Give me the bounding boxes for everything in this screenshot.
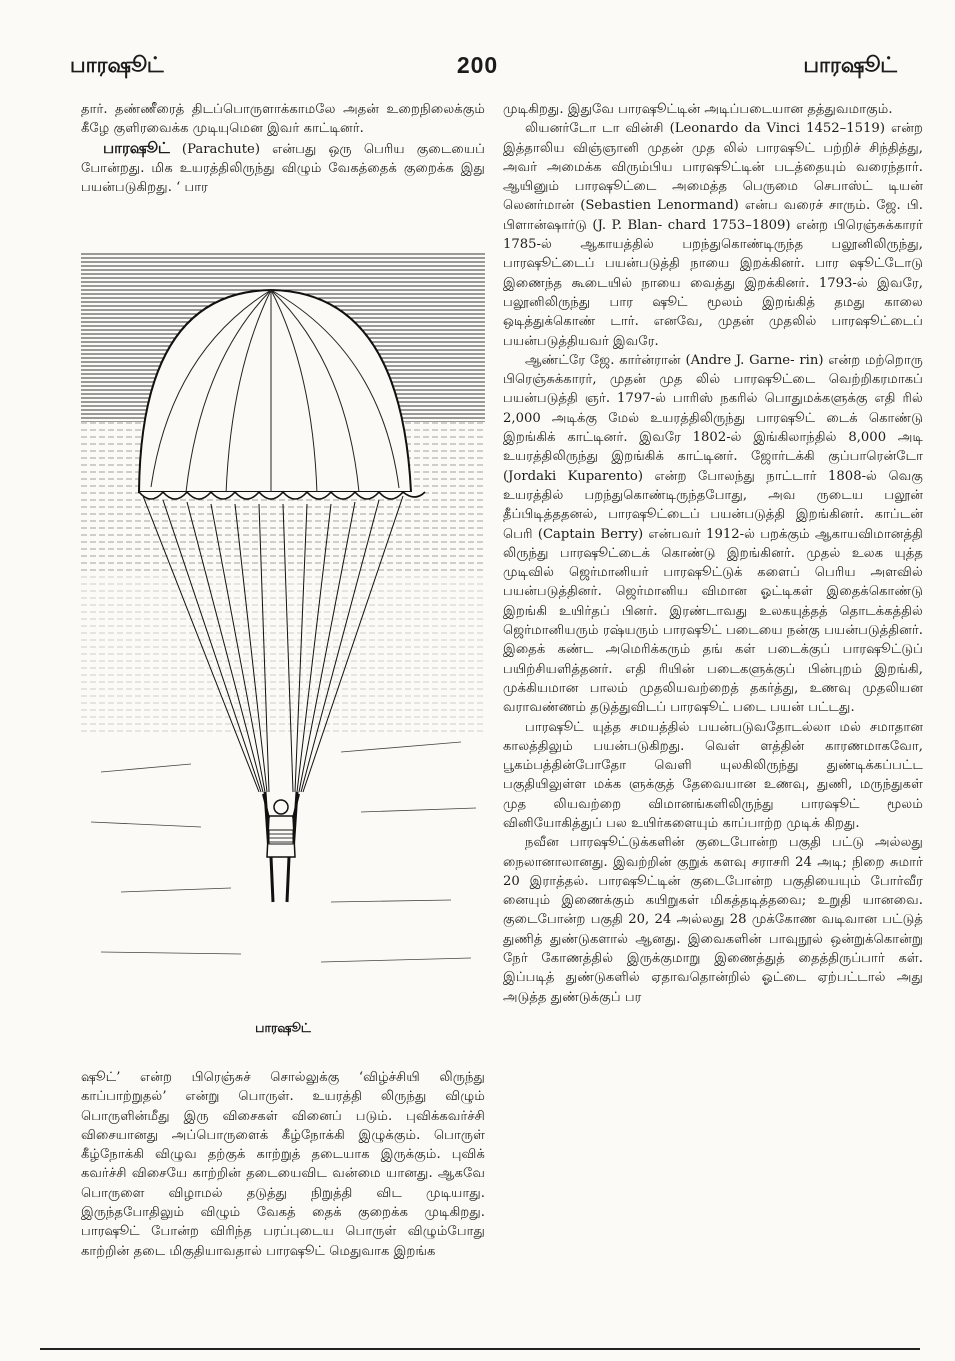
running-head-left: பாரஷூட் bbox=[70, 52, 164, 77]
left-column-top bbox=[81, 100, 485, 197]
running-head-right: பாரஷூட் bbox=[803, 52, 897, 77]
paragraph: ஆண்ட்ரே ஜே. கார்ன்ரான் (Andre J. Garne- rin) என்ற மற்றொரு பிரெஞ்சுக்காரர், முதன் முத லில் பாரஷூட்டை வெற்றிகரமாகப் பயன்படுத்தி ஞர். 1797-ல் பாரிஸ் நகரில் பொதுமக்களுக்கு எதி ரில் 2,000 அடிக்கு மேல் உயரத்திலிருந்து பாரஷூட் டைக் கொண்டு இறங்கிக் காட்டினர். இவரே 1802-ல் இங்கிலாந்தில் 8,000 அடி உயரத்திலிருந்து இறங்கிக் காட்டினர். ஜோர்டக்கி குப்பாரென்டோ (Jordaki Kuparento) என்ற போலந்து நாட்டார் 1808-ல் வெகு உயரத்தில் பறந்துகொண்டிருந்தபோது, அவ ருடைய பலூன் தீப்பிடித்ததனல், பாரஷூட்டைப் பயன்படுத்தி இறங்கினர். காப்டன் பெரி (Captain Berry) என்பவர் 1912-ல் பறக்கும் ஆகாயவிமானத்தி லிருந்து பாரஷூட்டைக் கொண்டு இறங்கினர். முதல் உலக யுத்த முடிவில் ஜெர்மானியர் பாரஷூட்டுக் களைப் பெரிய அளவில் பயன்படுத்தினர். ஜெர்மானிய விமான ஓட்டிகள் இதைக்கொண்டு இறங்கி உயிர்தப் பினர். இரண்டாவது உலகயுத்தத் தொடக்கத்தில் ஜெர்மானியரும் ரஷ்யரும் பாரஷூட் படையை நன்கு பயன்படுத்தினர். இதைக் கண்ட அமெரிக்கரும் தங் கள் படைக்குப் பாரஷூட்டுப் பயிற்சியளித்தனர். எதி ரியின் படைகளுக்குப் பின்புறம் இறங்கி, முக்கியமான பாலம் முதலியவற்றைத் தகர்த்து, உணவு முதலியன வராவண்ணம் தடுத்துவிடப் பாரஷூட் படை பயன் பட்டது. bbox=[503, 352, 923, 716]
entry-paragraph bbox=[81, 139, 485, 198]
page-number: 200 bbox=[456, 52, 499, 78]
parachutist bbox=[263, 794, 299, 902]
lower-sky-hatching bbox=[81, 572, 485, 732]
parachute-drawing bbox=[81, 252, 485, 1012]
paragraph: முடிகிறது. இதுவே பாரஷூட்டின் அடிப்படையான தத்துவமாகும். bbox=[503, 102, 893, 117]
bottom-rule bbox=[40, 1348, 920, 1350]
paragraph: நவீன பாரஷூட்டுக்களின் குடைபோன்ற பகுதி பட்டு அல்லது நைலானாலானது. இவற்றின் குறுக் களவு சராசரி 24 அடி; நிறை சுமார் 20 இராத்தல். பாரஷூட்டின் குடைபோன்ற பகுதியையும் போர்வீர னையும் இணைக்கும் கயிறுகள் மிகத்தடித்தவை; உறுதி யானவை. குடைபோன்ற பகுதி 20, 24 அல்லது 28 முக்கோண வடிவான பட்டுத் துணித் துண்டுகளால் ஆனது. இவைகளின் பாவுநூல் ஒன்றுக்கொன்று நேர் கோணத்தில் இருக்குமாறு இணைத்துத் தைத்திருப்பார் கள். இப்படித் துண்டுகளில் ஏதாவதொன்றில் ஓட்டை ஏற்பட்டால் அது அடுத்த துண்டுக்குப் பர bbox=[503, 835, 923, 1005]
paragraph: ஷூட்’ என்ற பிரெஞ்சுச் சொல்லுக்கு ‘விழ்ச்சியி லிருந்து காப்பாற்றுதல்’ என்று பொருள். உயரத்தி லிருந்து விழும் பொருளின்மீது இரு விசைகள் வினைப் படும். புவிக்கவர்ச்சி விசையானது அப்பொருளைக் கீழ்நோக்கி இழுக்கும். பொருள் கீழ்நோக்கி விழுவ தற்குக் காற்றுத் தடையாக இருக்கும். புவிக் கவர்ச்சி விசையே காற்றின் தடையைவிட வன்மை யானது. ஆகவே பொருளை விழாமல் தடுத்து நிறுத்தி விட முடியாது. இருந்தபோதிலும் விழும் வேகத் தைக் குறைக்க முடிகிறது. பாரஷூட் போன்ற விரிந்த பரப்புடைய பொருள் விழும்போது காற்றின் தடை மிகுதியாவதால் பாரஷூட் மெதுவாக இறங்க bbox=[81, 1070, 485, 1259]
entry-text: (Parachute) என்பது ஒரு பெரிய குடையைப் போன்றது. மிக உயரத்திலிருந்து விழும் வேகத்தைக் குறைக்க இது பயன்படுகிறது. ‘ பார bbox=[81, 141, 485, 196]
paragraph: பாரஷூட் யுத்த சமயத்தில் பயன்படுவதோடல்லா மல் சமாதான காலத்திலும் பயன்படுகிறது. வெள் ளத்தின் காரணமாகவோ, பூகம்பத்தின்போதோ வெளி யுலகிலிருந்து துண்டிக்கப்பட்ட பகுதியிலுள்ள மக்க ளுக்குத் தேவையான உணவு, துணி, மருந்துகள் முத லியவற்றை விமானங்களிலிருந்து பாரஷூட் மூலம் வினியோகித்துப் பல உயிர்களையும் காப்பாற்ற முடிக் கிறது. bbox=[503, 719, 923, 831]
figure-caption: பாரஷூட் bbox=[255, 1020, 311, 1035]
parachute-illustration bbox=[81, 252, 485, 1012]
right-column bbox=[503, 100, 923, 1007]
entry-title: பாரஷூட் bbox=[103, 138, 170, 157]
left-column-bottom bbox=[81, 1068, 485, 1261]
paragraph: லியனர்டோ டா வின்சி (Leonardo da Vinci 1452–1519) என்ற இத்தாலிய விஞ்ஞானி முதன் முத லில் பாரஷூட் பற்றிச் சிந்தித்து, அவர் அமைக்க விரும்பிய பாரஷூட்டின் படத்தையும் வரைந்தார். ஆயினும் பாரஷூட்டை அமைத்த பெருமை செபாஸ்ட் டியன் லெனர்மான் (Sebastien Lenormand) என்ப வரைச் சாரும். ஜே. பி. பிளான்ஷார்டு (J. P. Blan- chard 1753–1809) என்ற பிரெஞ்சுக்காரர் 1785-ல் ஆகாயத்தில் பறந்துகொண்டிருந்த பலூனிலிருந்து, பாரஷூட்டைப் பயன்படுத்தி நாயை இறக்கினர். பார ஷூட்டோடு இணைந்த கூடையில் நாயை வைத்து இறக்கினர். 1793-ல் இவரே, பலூனிலிருந்து பார ஷூட் மூலம் இறங்கித் தமது காலை ஒடித்துக்கொண் டார். எனவே, முதன் முதலில் பாரஷூட்டைப் பயன்படுத்தியவர் இவரே. bbox=[503, 121, 923, 349]
paragraph: தார். தண்ணீரைத் திடப்பொருளாக்காமலே அதன் உறைநிலைக்கும் கீழே குளிரவைக்க முடியுமென இவர் காட்டினர். bbox=[81, 102, 485, 137]
